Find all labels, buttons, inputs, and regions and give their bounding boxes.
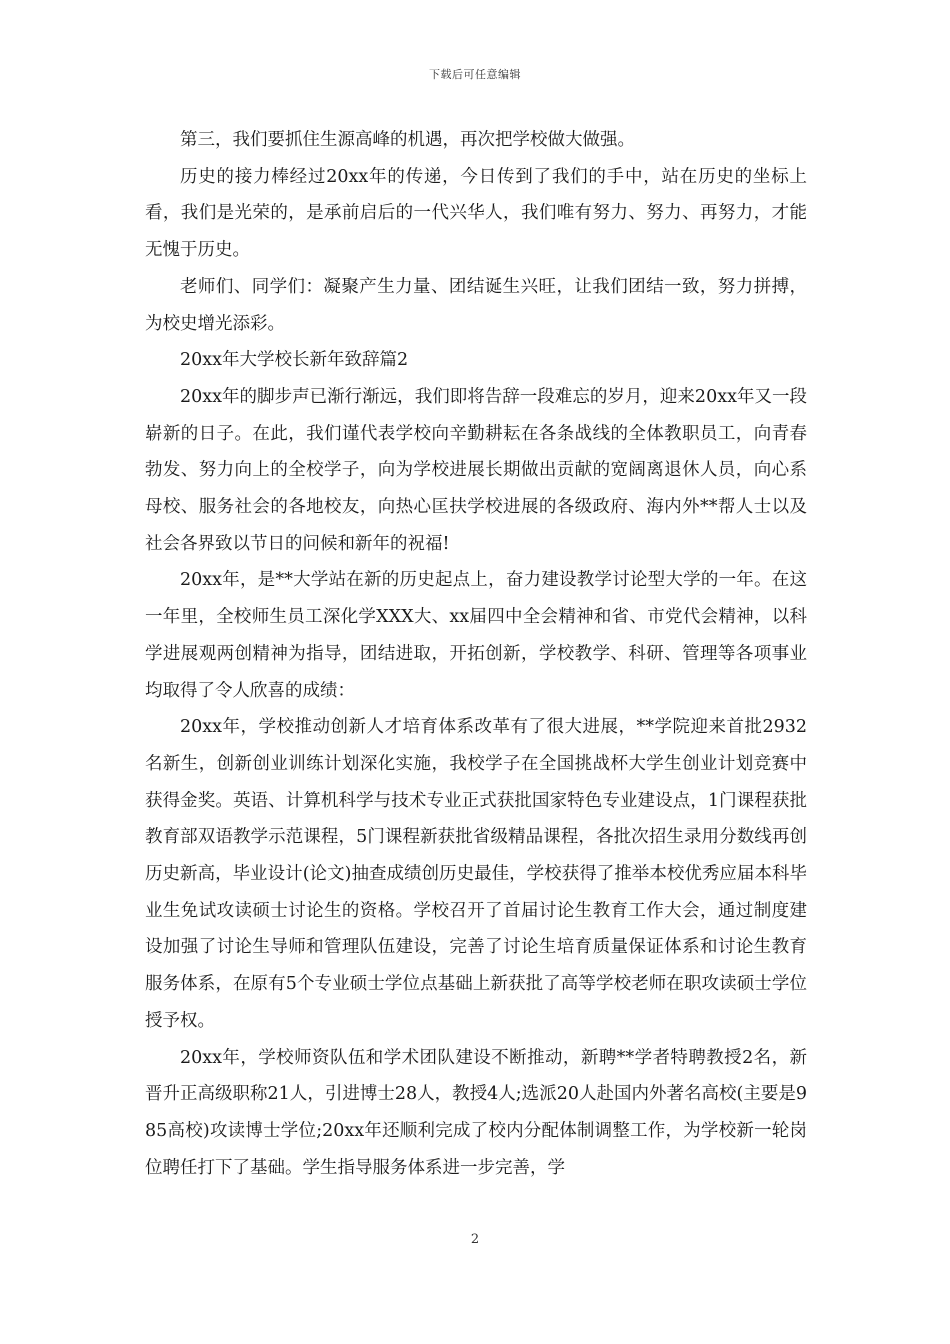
paragraph-new-year-greeting: 20xx年的脚步声已渐行渐远，我们即将告辞一段难忘的岁月，迎来20xx年又一段崭新的日子。在此，我们谨代表学校向辛勤耕耘在各条战线的全体教职员工，向青春勃发、努力向上的全校学子，向为学校进展长期做出贡献的宽阔离退休人员，向心系母校、服务社会的各地校友，向热心匡扶学校进展的各级政府、海内外**帮人士以及社会各界致以节日的问候和新年的祝福! [145,386,807,554]
paragraph-third-point: 第三，我们要抓住生源高峰的机遇，再次把学校做大做强。 [180,130,635,150]
page-header: 下载后可任意编辑 [429,68,521,81]
paragraph-year-overview: 20xx年，是**大学站在新的历史起点上，奋力建设教学讨论型大学的一年。在这一年里，全校师生员工深化学XXX大、xx届四中全会精神和省、市党代会精神，以科学进展观两创精神为指导，团结进取，开拓创新，学校教学、科研、管理等各项事业均取得了令人欣喜的成绩： [145,570,807,701]
document-body [145,122,807,1186]
paragraph-talent-cultivation: 20xx年，学校推动创新人才培育体系改革有了很大进展，**学院迎来首批2932名新生，创新创业训练计划深化实施，我校学子在全国挑战杯大学生创业计划竞赛中获得金奖。英语、计算机科学与技术专业正式获批国家特色专业建设点，1门课程获批教育部双语教学示范课程，5门课程新获批省级精品课程，各批次招生录用分数线再创历史新高，毕业设计(论文)抽查成绩创历史最佳，学校获得了推举本校优秀应届本科毕业生免试攻读硕士讨论生的资格。学校召开了首届讨论生教育工作大会，通过制度建设加强了讨论生导师和管理队伍建设，完善了讨论生培育质量保证体系和讨论生教育服务体系，在原有5个专业硕士学位点基础上新获批了高等学校老师在职攻读硕士学位授予权。 [145,717,807,1031]
paragraph-call-to-unity: 老师们、同学们：凝聚产生力量、团结诞生兴旺，让我们团结一致，努力拼搏，为校史增光添彩。 [145,276,807,334]
section-title: 20xx年大学校长新年致辞篇2 [180,350,409,371]
paragraph-faculty-building: 20xx年，学校师资队伍和学术团队建设不断推动，新聘**学者特聘教授2名，新晋升正高级职称21人，引进博士28人，教授4人;选派20人赴国内外著名高校(主要是985高校)攻读博士学位;20xx年还顺利完成了校内分配体制调整工作，为学校新一轮岗位聘任打下了基础。学生指导服务体系进一步完善，学 [145,1047,807,1178]
page-number: 2 [470,1232,480,1247]
paragraph-history-baton: 历史的接力棒经过20xx年的传递，今日传到了我们的手中，站在历史的坐标上看，我们是光荣的，是承前启后的一代兴华人，我们唯有努力、努力、再努力，才能无愧于历史。 [145,166,807,261]
